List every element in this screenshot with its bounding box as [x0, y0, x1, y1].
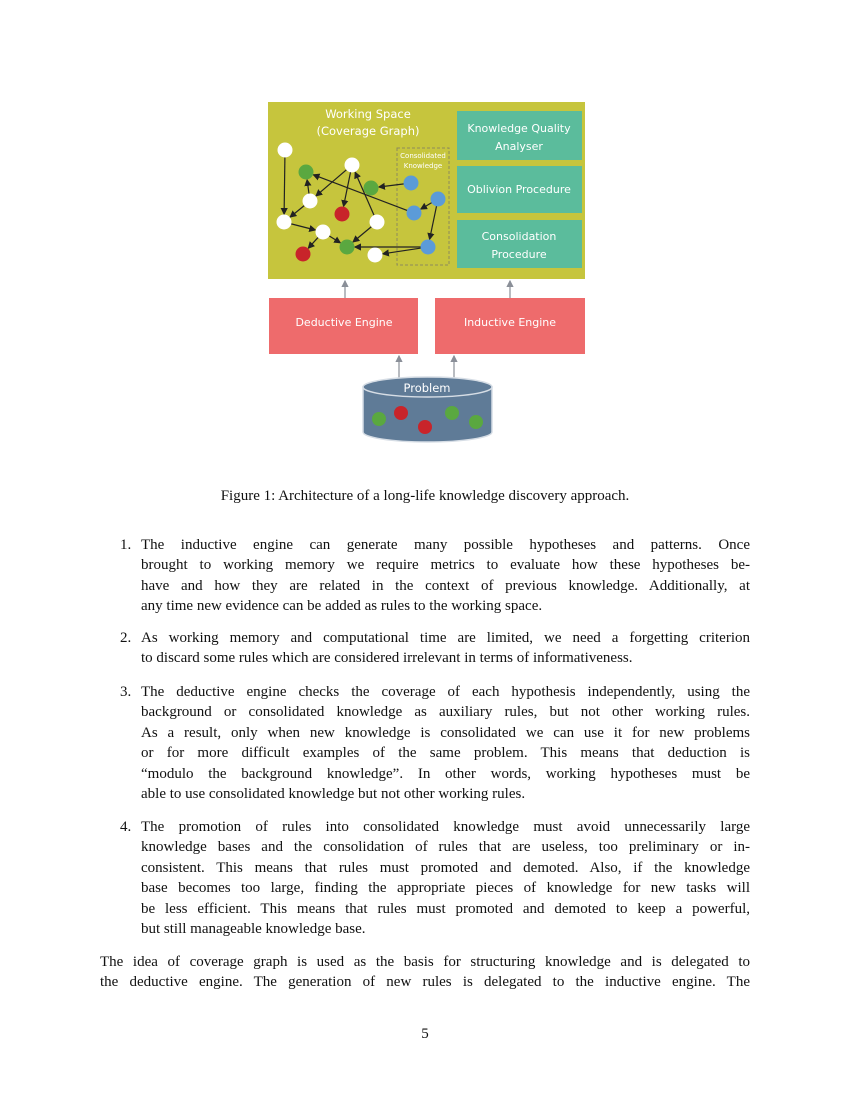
list-item — [100, 535, 750, 617]
node-red — [296, 247, 311, 262]
node-red — [394, 406, 408, 420]
working-space-title: Working Space — [325, 107, 411, 121]
node-green — [299, 165, 314, 180]
oblivion-label: Oblivion Procedure — [467, 183, 571, 196]
text-line: “modulo the background knowledge”. In other words, working hypotheses must be — [141, 765, 750, 782]
text-line: background or consolidated knowledge as auxiliary rules, but not other working rules. — [141, 704, 750, 721]
problem-label: Problem — [403, 381, 451, 395]
text-line: knowledge bases and the consolidation of rules that are useless, too preliminary or in- — [141, 839, 750, 856]
inductive-label: Inductive Engine — [463, 316, 557, 329]
text-line: The inductive engine can generate many possible hypotheses and patterns. Once — [141, 537, 750, 553]
list-number: 2. — [120, 630, 132, 646]
text-line: have and how they are related in the context of previous knowledge. Additionally, at — [141, 577, 750, 594]
kqa-label: Analyser — [495, 140, 543, 153]
figure-caption: Figure 1: Architecture of a long-life knowledge discovery approach. — [220, 488, 630, 504]
text-line: The idea of coverage graph is used as the basis for structuring knowledge and is delegated to — [100, 954, 750, 970]
text-line: to discard some rules which are considered irrelevant in terms of informativeness. — [141, 650, 633, 667]
node-red — [335, 207, 350, 222]
text-line: As a result, only when new knowledge is consolidated we can use it for new problems — [141, 724, 750, 741]
text-line: any time new evidence can be added as rules to the working space. — [141, 598, 543, 615]
working-space-subtitle: (Coverage Graph) — [316, 124, 420, 138]
consolidated-label: Consolidated — [400, 152, 446, 160]
problem-cylinder — [363, 377, 492, 442]
text-line: The promotion of rules into consolidated knowledge must avoid unnecessarily large — [141, 819, 750, 835]
text-line: able to use consolidated knowledge but not other working rules. — [141, 785, 526, 802]
node-blue — [431, 192, 446, 207]
text-line: but still manageable knowledge base. — [141, 920, 366, 937]
kqa-label: Knowledge Quality — [467, 122, 571, 135]
text-line: be less efficient. This means that rules must promoted and demoted to keep a powerful, — [141, 900, 750, 917]
node-green — [340, 240, 355, 255]
node-white — [316, 225, 331, 240]
list-number: 4. — [120, 819, 132, 835]
consolidated-label: Knowledge — [403, 162, 443, 170]
node-white — [345, 158, 360, 173]
node-red — [418, 420, 432, 434]
list-item — [100, 628, 750, 669]
text-line: base becomes too large, finding the appropriate pieces of knowledge for new tasks will — [141, 880, 750, 897]
architecture-figure — [0, 0, 850, 470]
node-blue — [421, 240, 436, 255]
consolidation-label: Consolidation — [481, 230, 557, 243]
node-white — [370, 215, 385, 230]
node-blue — [404, 176, 419, 191]
graph-edge — [284, 157, 285, 214]
deductive-label: Deductive Engine — [295, 316, 393, 329]
list-item — [100, 817, 750, 939]
node-white — [277, 215, 292, 230]
node-blue — [407, 206, 422, 221]
text-line: The deductive engine checks the coverage of each hypothesis independently, using the — [141, 684, 750, 700]
node-white — [368, 248, 383, 263]
list-number: 3. — [120, 684, 132, 700]
text-line: consistent. This means that rules must promoted and demoted. Also, if the knowledge — [141, 859, 750, 876]
node-white — [303, 194, 318, 209]
node-green — [469, 415, 483, 429]
list-number: 1. — [120, 537, 132, 553]
text-line: brought to working memory we require metrics to evaluate how these hypotheses be- — [141, 557, 750, 574]
node-white — [278, 143, 293, 158]
node-green — [372, 412, 386, 426]
node-green — [445, 406, 459, 420]
node-green — [364, 181, 379, 196]
text-line: the deductive engine. The generation of new rules is delegated to the inductive engine. The — [100, 974, 750, 991]
text-line: or for more difficult examples of the same problem. This means that deduction is — [141, 745, 750, 762]
consolidation-label: Procedure — [491, 248, 547, 261]
text-line: As working memory and computational time are limited, we need a forgetting criterion — [141, 630, 750, 646]
list-item — [100, 682, 750, 804]
body-paragraph — [100, 952, 750, 993]
page-number: 5 — [421, 1026, 429, 1042]
